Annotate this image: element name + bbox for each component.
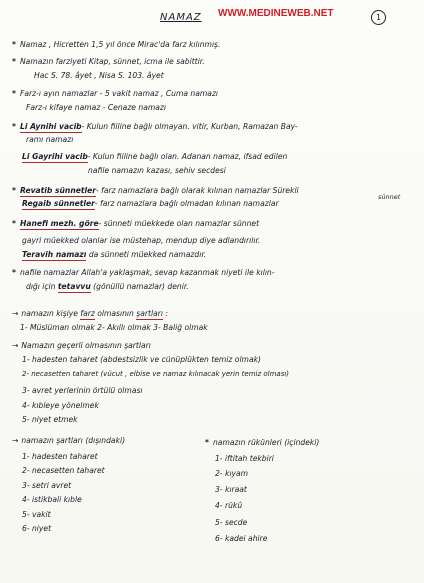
list-item: 6- niyet [22, 524, 52, 533]
note-text: Namaz , Hicretten 1,5 yıl önce Mirac'da farz kılınmış. [19, 40, 221, 49]
note-text: 3- avret yerlerinin örtülü olması [22, 386, 143, 395]
note-line [22, 152, 287, 161]
note-text: 2- necasetten [22, 370, 71, 378]
note-line [12, 341, 151, 350]
term-regaib-sunnetler: Regaib sünnetler [22, 199, 95, 208]
note-line [20, 323, 208, 332]
note-text: olmasının [97, 309, 134, 318]
site-watermark: WWW.MEDINEWEB.NET [218, 8, 334, 19]
note-text: ramı namazı [26, 135, 74, 144]
note-line [26, 135, 73, 144]
term-taharet: taharet [69, 355, 98, 364]
note-text: 5- niyet etmek [22, 415, 78, 424]
bullet-star-icon: * [12, 219, 16, 228]
page-title: NAMAZ [160, 12, 202, 23]
note-line [22, 250, 206, 259]
note-line [34, 71, 164, 80]
note-text: Namazın geçerli olmasının şartları [21, 341, 151, 350]
term-hanefi-mezhebi: Hanefi mezh. göre [19, 219, 99, 228]
list-item: 5- secde [215, 518, 248, 527]
note-text: : [163, 309, 168, 318]
note-text: nafile namazın kazası, sehiv secdesi [88, 166, 226, 175]
note-text: (vücut , elbise ve namaz kılınacak yerin temiz olması) [100, 370, 290, 378]
list-item: 1- iftitah tekbiri [215, 454, 274, 463]
note-text: - farz namazlara bağlı olarak kılınan namazlar Sürekli [96, 186, 299, 195]
note-line [12, 57, 205, 66]
note-text: da sünneti müekked namazdır. [88, 250, 207, 259]
note-line [22, 386, 143, 395]
bullet-star-icon: * [12, 186, 16, 195]
bullet-star-icon: * [12, 268, 16, 277]
list-item: 4- rükû [215, 501, 243, 510]
note-text: Farz-ı kifaye namaz - Cenaze namazı [26, 103, 167, 112]
list-item: 3- kıraat [215, 485, 247, 494]
note-line [22, 199, 279, 208]
note-line [22, 355, 261, 364]
note-text: Namazın farziyeti Kitap, sünnet, icma ile sabittir. [19, 57, 205, 66]
bullet-star-icon: * [12, 89, 16, 98]
term-revatib-sunnetler: Revatib sünnetler [19, 186, 97, 195]
page-number: 1 [371, 10, 386, 25]
term-taharet: taharet [72, 370, 99, 378]
note-text: dığı için [26, 282, 56, 291]
note-line [12, 89, 218, 98]
note-line [88, 166, 226, 175]
note-line [12, 268, 274, 277]
note-text: namazın kişiye [21, 309, 78, 318]
list-item: 4- istikbali kıble [22, 495, 82, 504]
term-li-gayrihi-vacib: Li Gayrihi vacib [22, 152, 88, 161]
note-text: Farz-ı ayın namazlar - 5 vakit namaz , Cuma namazı [19, 89, 219, 98]
note-line [12, 219, 259, 228]
note-text: - Kulun fiiline bağlı olmayan. vitir, Kurban, Ramazan Bay- [81, 122, 298, 131]
note-text: Hac S. 78. âyet , Nisa S. 103. âyet [34, 71, 164, 80]
note-line [22, 415, 78, 424]
note-line [26, 103, 166, 112]
list-item: 1- hadesten taharet [22, 452, 98, 461]
term-teravih-namazi: Teravih namazı [22, 250, 87, 259]
note-text: sünnet [378, 193, 401, 201]
term-farz: farz [80, 309, 95, 318]
note-text: gayri müekked olanlar ise müstehap, mendup diye adlandırılır. [22, 236, 261, 245]
note-line [12, 122, 298, 131]
note-text: - sünneti müekkede olan namazlar sünnet [98, 219, 260, 228]
note-line [12, 186, 299, 195]
term-sartlari: şartları [136, 309, 163, 318]
note-line [12, 309, 168, 318]
term-tetavvu: tetavvu [57, 282, 91, 291]
note-line [378, 193, 400, 201]
note-text: (abdestsizlik ve cünüplükten temiz olmak) [100, 355, 261, 364]
note-text: 1- hadesten [22, 355, 68, 364]
note-text: 4- kıbleye yönelmek [22, 401, 99, 410]
bullet-star-icon: * [12, 40, 16, 49]
bullet-star-icon: * [12, 122, 16, 131]
note-line [22, 236, 260, 245]
section-heading-rukunler: * namazın rükünleri (içindeki) [205, 438, 320, 447]
note-text: nafile namazlar Allah'a yaklaşmak, sevap kazanmak niyeti ile kılın- [19, 268, 275, 277]
note-line [22, 401, 99, 410]
list-item: 2- kıyam [215, 469, 249, 478]
section-heading-sartlar: → namazın şartları (dışındaki) [12, 436, 126, 445]
term-li-aynihi-vacib: Li Aynihi vacib [19, 122, 82, 131]
note-line [22, 370, 289, 378]
list-item: 5- vakit [22, 510, 51, 519]
note-text: - Kulun fiiline bağlı olan. Adanan namaz, ifsad edilen [87, 152, 288, 161]
note-line [12, 40, 220, 49]
bullet-star-icon: * [205, 438, 209, 447]
list-item: 6- kadei ahire [215, 534, 268, 543]
note-text: - farz namazlara bağlı olmadan kılınan namazlar [94, 199, 279, 208]
note-line [26, 282, 189, 291]
list-item: 2- necasetten taharet [22, 466, 105, 475]
arrow-right-icon: → [12, 309, 19, 318]
list-item: 3- setri avret [22, 481, 72, 490]
bullet-star-icon: * [12, 57, 16, 66]
note-text: 1- Müslüman olmak 2- Akıllı olmak 3- Baliğ olmak [20, 323, 208, 332]
note-text: (gönüllü namazlar) denir. [93, 282, 189, 291]
arrow-right-icon: → [12, 436, 19, 445]
arrow-right-icon: → [12, 341, 19, 350]
